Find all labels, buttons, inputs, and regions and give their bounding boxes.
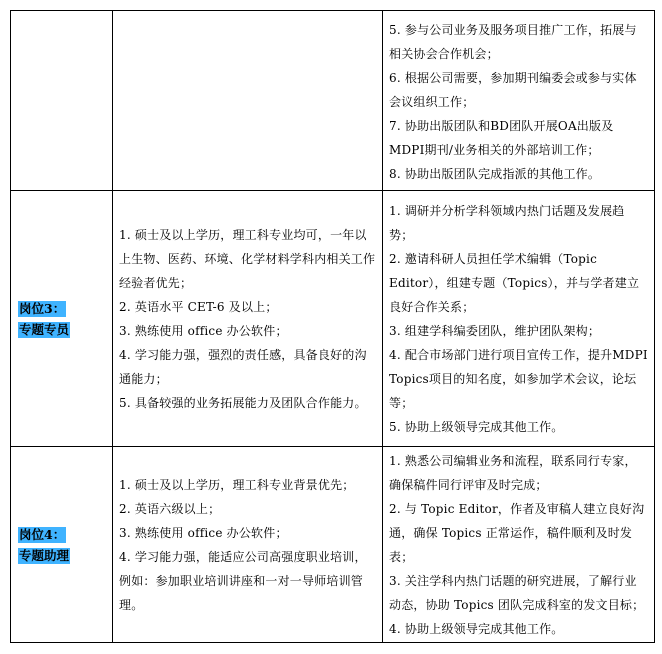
list-item: 5. 参与公司业务及服务项目推广工作，拓展与相关协会合作机会； [389,23,637,61]
table-row [11,447,655,643]
list-item: 2. 英语水平 CET-6 及以上； [119,299,278,314]
post-cell [11,11,113,191]
list-item: 4. 配合市场部门进行项目宣传工作，提升MDPI Topics项目的知名度，如参加学术会议，论坛等； [389,347,648,410]
list-item: 7. 协助出版团队和BD团队开展OA出版及MDPI期刊/业务相关的外部培训工作； [389,119,614,157]
post-cell [11,191,113,447]
post-title: 岗位4： [19,526,66,542]
table-row [11,191,655,447]
duties-cell [383,191,655,447]
list-item: 3. 熟练使用 office 办公软件； [119,525,288,540]
requirements-list [113,223,382,415]
list-item: 4. 学习能力强，能适应公司高强度职业培训，例如：参加职业培训讲座和一对一导师培训管理。 [119,549,367,612]
list-item: 2. 与 Topic Editor，作者及审稿人建立良好沟通，确保 Topics 正常运作，稿件顺利及时发表； [389,501,645,564]
list-item: 4. 学习能力强，强烈的责任感，具备良好的沟通能力； [119,347,367,386]
duties-cell [383,447,655,643]
list-item: 1. 硕士及以上学历，理工科专业背景优先； [119,477,355,492]
list-item: 6. 根据公司需要，参加期刊编委会或参与实体会议组织工作； [389,71,637,109]
job-table [10,10,655,643]
list-item: 1. 调研并分析学科领域内热门话题及发展趋势； [389,203,625,242]
list-item: 2. 邀请科研人员担任学术编辑（Topic Editor），组建专题（Topics），并与学者建立良好合作关系； [389,251,640,314]
requirements-cell [113,11,383,191]
requirements-list [113,473,382,617]
duties-list [383,199,654,439]
post-title: 岗位3： [19,300,66,316]
requirements-cell [113,447,383,643]
list-item: 5. 具备较强的业务拓展能力及团队合作能力。 [119,395,367,410]
post-name: 专题助理 [19,547,70,563]
requirements-cell [113,191,383,447]
list-item: 4. 协助上级领导完成其他工作。 [389,621,564,636]
list-item: 3. 熟练使用 office 办公软件； [119,323,288,338]
table-row [11,11,655,191]
list-item: 1. 熟悉公司编辑业务和流程，联系同行专家，确保稿件同行评审及时完成； [389,453,637,492]
list-item: 3. 关注学科内热门话题的研究进展，了解行业动态，协助 Topics 团队完成科室的发文目标； [389,573,645,612]
post-cell [11,447,113,643]
duties-cell [383,11,655,191]
list-item: 1. 硕士及以上学历，理工科专业均可，一年以上生物、医药、环境、化学材料学科内相关工作经验者优先； [119,227,376,290]
duties-list [383,11,654,186]
list-item: 5. 协助上级领导完成其他工作。 [389,419,564,434]
list-item: 8. 协助出版团队完成指派的其他工作。 [389,167,601,181]
post-name: 专题专员 [19,321,70,337]
list-item: 2. 英语六级以上； [119,501,221,516]
list-item: 3. 组建学科编委团队，维护团队架构； [389,323,601,338]
duties-list [383,449,654,641]
